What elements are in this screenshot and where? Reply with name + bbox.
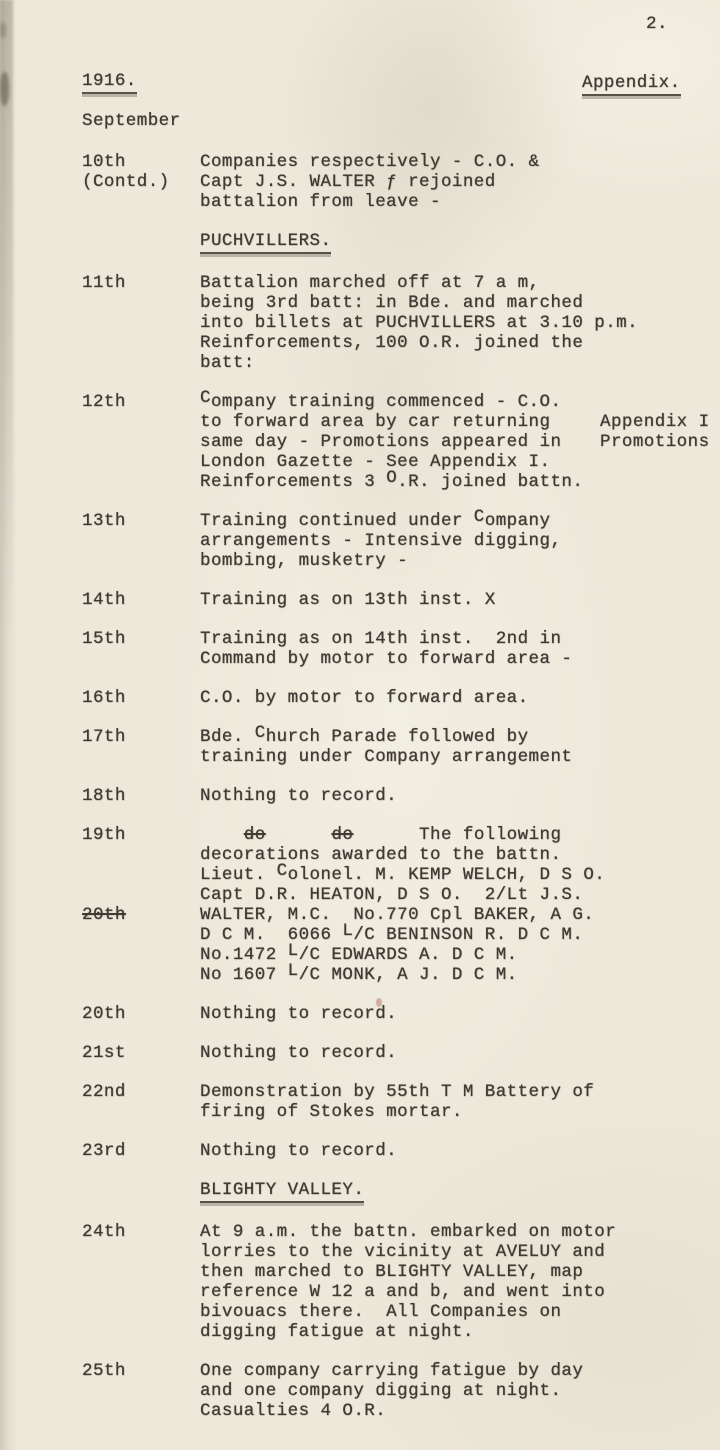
entry-text (200, 1222, 714, 1342)
text-run: hurch Parade followed by (265, 727, 529, 747)
text-run: Battalion marched off at 7 a m, (200, 273, 540, 293)
margin-note: Promotions (600, 432, 710, 452)
entry-line (200, 722, 714, 747)
entry-date-label: 24th (82, 1222, 126, 1242)
entry-date (82, 273, 200, 373)
text-run: decorations awarded to the battn. (200, 845, 562, 865)
entry-line (200, 273, 714, 293)
diary-entry (82, 1004, 714, 1024)
entry-date-label: 25th (82, 1361, 126, 1381)
text-run (266, 825, 332, 845)
diary-entry (82, 786, 714, 806)
section-heading-text: PUCHVILLERS. (200, 231, 331, 254)
entry-text (200, 688, 714, 708)
text-run: Nothing to record. (200, 1043, 398, 1063)
section-heading (200, 231, 714, 254)
diary-entry (82, 273, 714, 373)
text-run: .R. joined battn. (397, 472, 584, 492)
entry-date-label: 20th (82, 1004, 126, 1024)
diary-entry (82, 1141, 714, 1161)
text-run: Command by motor to forward area - (200, 649, 573, 669)
text-run: digging fatigue at night. (200, 1322, 474, 1342)
paper-stain (0, 22, 6, 38)
text-run: C (473, 506, 485, 527)
entry-date (82, 511, 200, 571)
text-run: At 9 a.m. the battn. embarked on motor (200, 1222, 617, 1242)
text-run: The following (353, 825, 562, 845)
text-run: Bde. (200, 727, 255, 747)
text-run: WALTER, M.C. No.770 Cpl BAKER, A G. (200, 905, 595, 925)
entry-date-struck: 20th (82, 905, 126, 925)
text-run: ompany (484, 511, 551, 531)
entry-date-label: 22nd (82, 1082, 126, 1102)
entry-date-label: 12th (82, 392, 126, 412)
paper-stain (0, 72, 9, 106)
entry-line (200, 786, 714, 806)
entry-line (200, 688, 714, 708)
entry-date (82, 1141, 200, 1161)
section-heading-row (82, 231, 714, 254)
entry-text (200, 506, 714, 571)
diary-entry (82, 825, 714, 985)
entry-date (82, 1043, 200, 1063)
entry-date (82, 590, 200, 610)
text-run: being 3rd batt: in Bde. and marched (200, 293, 584, 313)
text-run: battalion from leave - (200, 192, 441, 212)
text-run: C (276, 860, 288, 881)
entry-text (200, 1361, 714, 1421)
text-run: One company carrying fatigue by day (200, 1361, 584, 1381)
text-run: O (386, 467, 398, 488)
entry-line (200, 313, 714, 333)
text-run: into billets at PUCHVILLERS at 3.10 p.m. (200, 313, 639, 333)
entry-date (82, 1180, 200, 1203)
entry-line (200, 1401, 714, 1421)
entry-line (200, 531, 714, 551)
text-run: London Gazette - See Appendix I. (200, 452, 551, 472)
text-run: ompany training commenced - C.O. (210, 392, 562, 412)
text-run: bombing, musketry - (200, 551, 409, 571)
entry-date-contd: (Contd.) (82, 172, 170, 192)
entry-line (200, 1242, 714, 1262)
diary-entry (82, 590, 714, 610)
page-number: 2. (646, 14, 668, 34)
entry-date (82, 727, 200, 767)
entry-line (200, 333, 714, 353)
entry-date-label: 16th (82, 688, 126, 708)
entry-line (200, 860, 714, 885)
entry-text (200, 1141, 714, 1161)
text-run: C (200, 387, 211, 408)
entry-line (200, 1262, 714, 1282)
entry-date (82, 152, 200, 212)
entry-date-label: 13th (82, 511, 126, 531)
text-run (200, 825, 244, 845)
entry-date-label: 14th (82, 590, 126, 610)
year-heading (82, 71, 137, 94)
diary-entry (82, 387, 714, 492)
entry-text (200, 590, 714, 610)
text-run: Training as on 14th inst. 2nd in (200, 629, 562, 649)
text-run: bivouacs there. All Companies on (200, 1302, 562, 1322)
entry-date (82, 786, 200, 806)
text-run: No 1607 (200, 965, 288, 985)
entry-line (200, 293, 714, 313)
diary-entry (82, 688, 714, 708)
text-run: Reinforcements, 100 O.R. joined the (200, 333, 584, 353)
text-run: Companies respectively - C.O. & (200, 152, 540, 172)
entry-text (200, 629, 714, 669)
entry-text (200, 786, 714, 806)
text-run: and one company digging at night. (200, 1381, 562, 1401)
entry-line (200, 649, 714, 669)
entry-date (82, 629, 200, 669)
entry-line (200, 960, 714, 985)
entry-line (200, 467, 714, 492)
entry-line (200, 1381, 714, 1401)
entry-date (82, 1004, 200, 1024)
entry-line (200, 1361, 714, 1381)
entry-line (200, 1082, 714, 1102)
entry-line (200, 747, 714, 767)
entry-line (200, 1043, 714, 1063)
text-run: batt: (200, 353, 255, 373)
appendix-heading (582, 73, 681, 96)
entry-line (200, 387, 714, 412)
entry-date-label: 19th (82, 825, 126, 845)
diary-entry (82, 1222, 714, 1342)
entry-line (200, 432, 714, 452)
section-heading-text: BLIGHTY VALLEY. (200, 1180, 364, 1203)
entry-date (82, 688, 200, 708)
text-run: L (287, 960, 299, 981)
text-run: then marched to BLIGHTY VALLEY, map (200, 1262, 584, 1282)
text-run: /C EDWARDS A. D C M. (298, 945, 518, 965)
entry-line (200, 452, 714, 472)
text-run: reference W 12 a and b, and went into (200, 1282, 606, 1302)
appendix-heading-text: Appendix. (582, 73, 681, 96)
text-run: lorries to the vicinity at AVELUY and (200, 1242, 606, 1262)
text-run: Casualties 4 O.R. (200, 1401, 387, 1421)
text-run: Nothing to record. (200, 1141, 398, 1161)
entry-line (200, 412, 714, 432)
text-run: L (342, 920, 354, 941)
entry-text (200, 1004, 714, 1024)
struck-text: do (331, 825, 354, 845)
entry-date-label: 23rd (82, 1141, 126, 1161)
entry-date-label: 15th (82, 629, 126, 649)
struck-text: do (243, 825, 266, 845)
entry-line (200, 920, 714, 945)
entry-line (200, 1102, 714, 1122)
entry-line (200, 506, 714, 531)
entry-line (200, 940, 714, 965)
text-run: firing of Stokes mortar. (200, 1102, 463, 1122)
entry-line (200, 1141, 714, 1161)
text-run: Demonstration by 55th T M Battery of (200, 1082, 595, 1102)
text-run: Lieut. (200, 865, 277, 885)
text-run: Nothing to record. (200, 786, 398, 806)
entry-line (200, 152, 714, 172)
entry-text (200, 1043, 714, 1063)
diary-entry (82, 1043, 714, 1063)
entry-date (82, 1222, 200, 1342)
diary-entry (82, 722, 714, 767)
entry-text (200, 387, 714, 492)
text-run: L (287, 940, 299, 961)
entry-date-label: 10th (82, 152, 126, 172)
text-run: Training as on 13th inst. X (200, 590, 496, 610)
entry-date-label: 11th (82, 273, 126, 293)
text-run: /C MONK, A J. D C M. (298, 965, 518, 985)
entry-line (200, 551, 714, 571)
text-run: to forward area by car returning (200, 412, 551, 432)
text-run: Capt J.S. WALTER ƒ rejoined (200, 172, 496, 192)
entry-line (200, 885, 714, 905)
diary-entry (82, 1082, 714, 1122)
section-heading (200, 1180, 714, 1203)
entries (82, 133, 714, 1421)
year-heading-text: 1916. (82, 71, 137, 94)
text-run: Training continued under (200, 511, 474, 531)
entry-date (82, 1361, 200, 1421)
entry-line (200, 905, 714, 925)
text-run: C.O. by motor to forward area. (200, 688, 529, 708)
entry-date (82, 392, 200, 492)
text-run: C (254, 722, 266, 743)
text-run: Nothing to record. (200, 1004, 398, 1024)
margin-note: Appendix I (600, 412, 710, 432)
entry-date-label: 21st (82, 1043, 126, 1063)
text-run: olonel. M. KEMP WELCH, D S O. (287, 865, 606, 885)
diary-entry (82, 1361, 714, 1421)
entry-line (200, 1302, 714, 1322)
entry-line (200, 172, 714, 192)
entry-line (200, 1004, 714, 1024)
entry-text (200, 273, 714, 373)
text-run: Capt D.R. HEATON, D S O. 2/Lt J.S. (200, 885, 584, 905)
diary-entry (82, 506, 714, 571)
entry-line (200, 1322, 714, 1342)
entry-text (200, 1082, 714, 1122)
entry-date-label: 17th (82, 727, 126, 747)
entry-date (82, 1082, 200, 1122)
month-label: September (82, 111, 181, 131)
text-run: same day - Promotions appeared in (200, 432, 562, 452)
text-run: training under Company arrangement (200, 747, 573, 767)
diary-entry (82, 629, 714, 669)
text-run: Reinforcements 3 (200, 472, 387, 492)
entry-line (200, 1282, 714, 1302)
text-run: D C M. 6066 (200, 925, 343, 945)
section-heading-row (82, 1180, 714, 1203)
entry-text (200, 825, 714, 985)
text-run: No.1472 (200, 945, 288, 965)
entry-text (200, 722, 714, 767)
entry-text (200, 152, 714, 212)
entry-date (82, 231, 200, 254)
entry-line (200, 1222, 714, 1242)
diary-entry (82, 152, 714, 212)
entry-line (200, 353, 714, 373)
entry-line (200, 825, 714, 845)
text-run: /C BENINSON R. D C M. (353, 925, 584, 945)
entry-date (82, 825, 200, 985)
entry-date-label: 18th (82, 786, 126, 806)
entry-line (200, 629, 714, 649)
entry-line (200, 192, 714, 212)
text-run: arrangements - Intensive digging, (200, 531, 562, 551)
entry-line (200, 590, 714, 610)
